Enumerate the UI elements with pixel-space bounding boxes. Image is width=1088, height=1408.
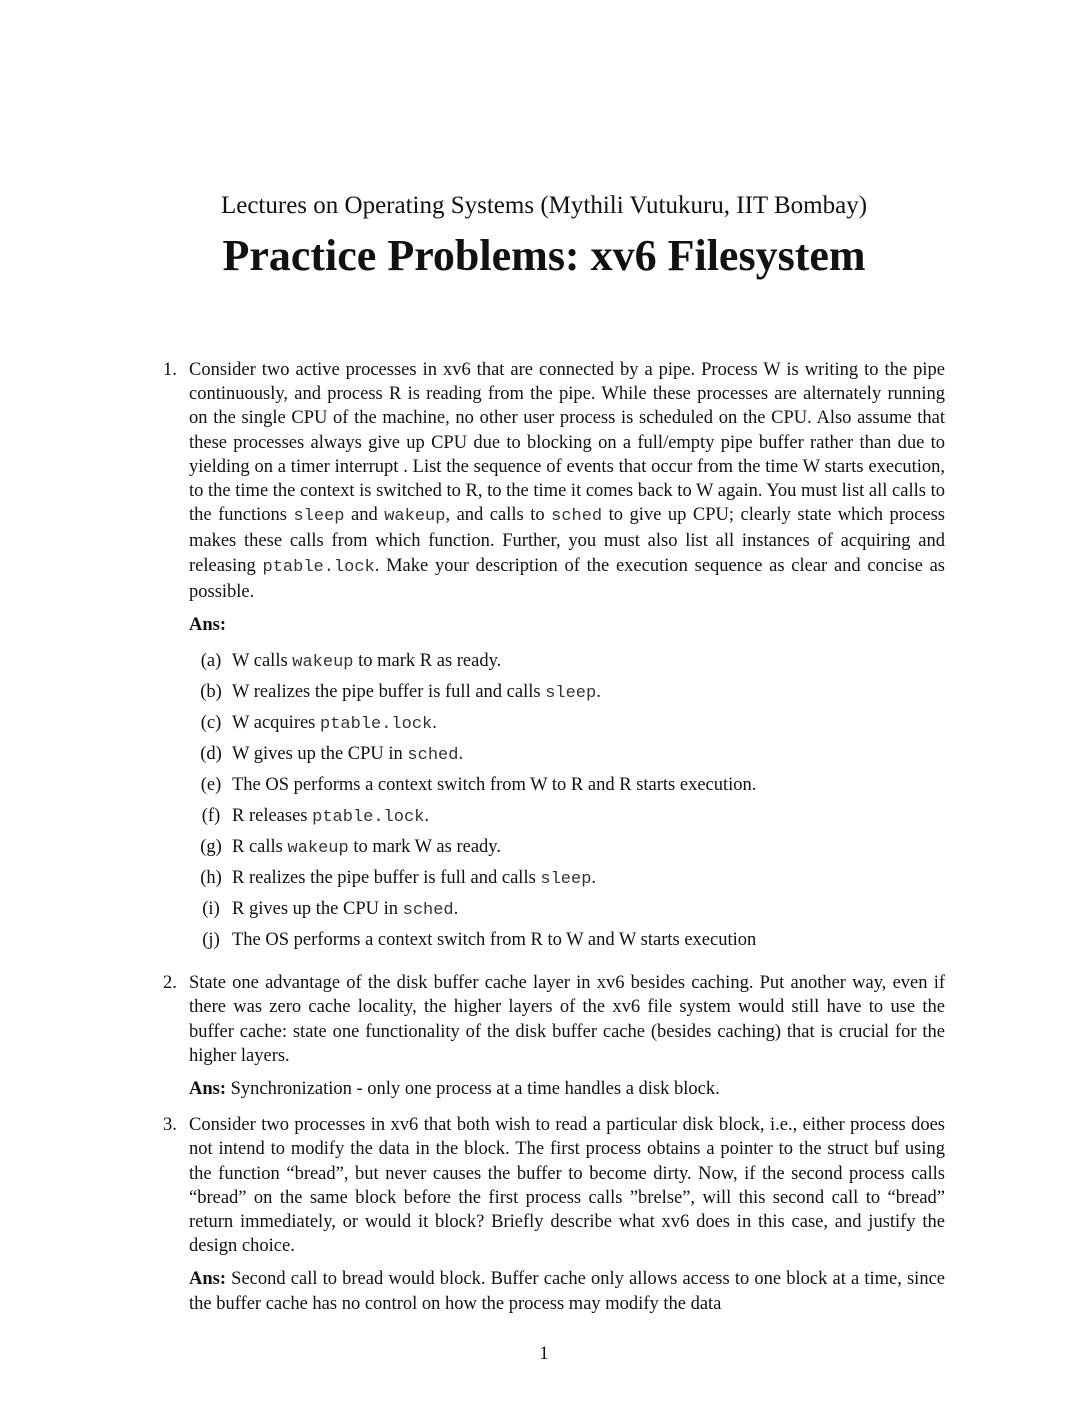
question-3 — [163, 1113, 945, 1316]
course-subtitle: Lectures on Operating Systems (Mythili Vutukuru, IIT Bombay) — [220, 192, 868, 219]
answer-label: Ans: — [189, 615, 227, 636]
list-item: (e) The OS performs a context switch from W to R and R starts execution. — [200, 775, 757, 796]
question-number: 1. — [163, 360, 177, 380]
question-1 — [163, 358, 945, 959]
answer-steps — [189, 649, 945, 959]
answer: Ans: Second call to bread would block. Buffer cache only allows access to one block at a time, since the buffer cache has no control on how the process may modify the data — [189, 1269, 945, 1314]
question-number: 2. — [163, 973, 177, 994]
question-text: Consider two active processes in xv6 that are connected by a pipe. Process W is writing to the pipe continuously, and process R is reading from the pipe. While these processes are alternately running on the single CPU of the machine, no other user process is scheduled on the CPU. Also assume that these processes always give up CPU due to blocking on a full/empty pipe buffer rather than due to yielding on a timer interrupt . List the sequence of events that occur from the time W starts execution, to the time the context is switched to R, to the time it comes back to W again. You must list all calls to the functions sleep and wakeup, and calls to sched to give up CPU; clearly state which process makes these calls from which function. Further, you must also list all instances of acquiring and releasing ptable.lock. Make your description of the execution sequence as clear and concise as possible. — [189, 360, 945, 602]
question-2 — [163, 971, 945, 1101]
list-item: (i) R gives up the CPU in sched. — [202, 899, 459, 921]
page-title: Practice Problems: xv6 Filesystem — [222, 231, 866, 280]
list-item: (j) The OS performs a context switch from R to W and W starts execution — [202, 930, 757, 951]
question-text: State one advantage of the disk buffer cache layer in xv6 besides caching. Put another way, even if there was zero cache locality, the higher layers of the xv6 file system would still have to use the buffer cache: state one functionality of the disk buffer cache (besides caching) that is crucial for the higher layers. — [189, 973, 945, 1066]
list-item: (b) W realizes the pipe buffer is full and calls sleep. — [200, 682, 601, 704]
page-number: 1 — [539, 1344, 549, 1364]
code-sleep: sleep — [293, 507, 345, 527]
code-wakeup: wakeup — [384, 507, 446, 527]
list-item: (d) W gives up the CPU in sched. — [200, 744, 464, 766]
list-item: (a) W calls wakeup to mark R as ready. — [200, 651, 502, 673]
list-item: (h) R realizes the pipe buffer is full and calls sleep. — [200, 868, 597, 890]
code-sched: sched — [551, 507, 603, 527]
question-number: 3. — [163, 1115, 177, 1136]
list-item: (f) R releases ptable.lock. — [201, 806, 429, 828]
question-text: Consider two processes in xv6 that both wish to read a particular disk block, i.e., either process does not intend to modify the data in the block. The first process obtains a pointer to the struct buf using the function “bread”, but never causes the buffer to become dirty. Now, if the second process calls “bread” on the same block before the first process calls ”brelse”, will this second call to “bread” return immediately, or would it block? Briefly describe what xv6 does in this case, and justify the design choice. — [189, 1115, 945, 1257]
list-item: (g) R calls wakeup to mark W as ready. — [200, 837, 501, 859]
code-ptable-lock: ptable.lock — [262, 557, 375, 577]
answer: Ans: Synchronization - only one process at a time handles a disk block. — [189, 1079, 720, 1100]
list-item: (c) W acquires ptable.lock. — [200, 713, 437, 735]
questions-list — [163, 358, 945, 1316]
